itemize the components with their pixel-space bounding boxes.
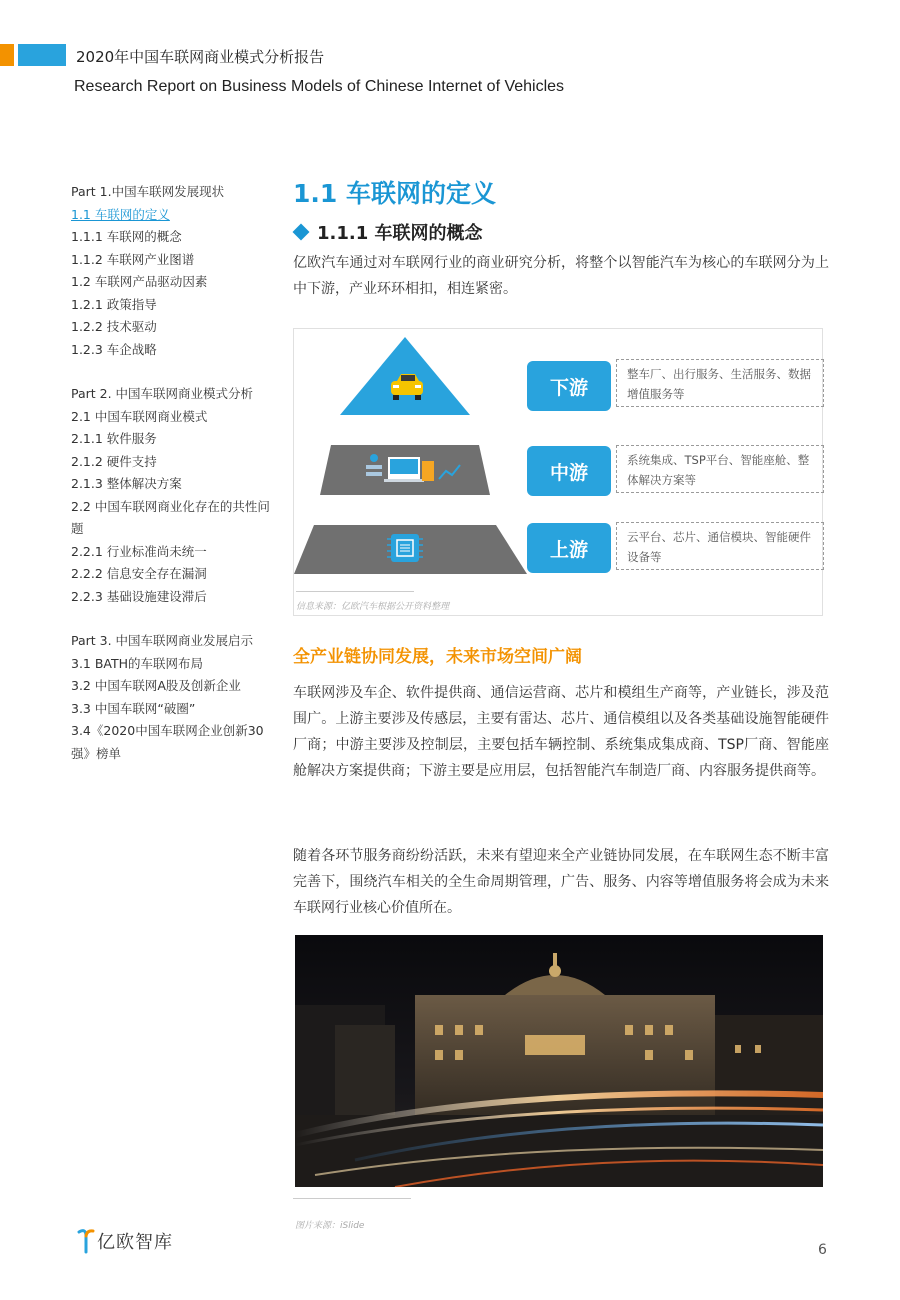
photo-source-divider: [293, 1198, 411, 1199]
logo-text: 亿欧智库: [97, 1232, 173, 1253]
toc-item[interactable]: 1.2.3 车企战略: [71, 341, 157, 357]
diamond-bullet-icon: [293, 224, 310, 241]
report-subtitle: Research Report on Business Models of Chinese Internet of Vehicles: [74, 78, 565, 95]
industry-chain-diagram: [293, 328, 823, 616]
toc-item[interactable]: Part 1.中国车联网发展现状: [71, 184, 225, 199]
page-number: 6: [818, 1242, 827, 1258]
toc-item[interactable]: 2.2.1 行业标准尚未统一: [71, 543, 207, 559]
source-divider: [296, 591, 414, 592]
body-paragraph-2: 车联网涉及车企、软件提供商、通信运营商、芯片和模组生产商等，产业链长，涉及范围广。上游主要涉及传感层，主要有雷达、芯片、通信模组以及各类基础设施智能硬件厂商；中游主要涉及控制层，主要包括车辆控制、系统集成集成商、TSP厂商、智能座舱解决方案提供商；下游主要是应用层，包括智能汽车制造厂商、内容服务提供商等。: [293, 685, 829, 779]
toc-item[interactable]: 2.2.2 信息安全存在漏洞: [71, 566, 207, 581]
city-night-image: [295, 935, 823, 1187]
toc-item[interactable]: Part 2. 中国车联网商业模式分析: [71, 386, 254, 401]
section-title: 1.1 车联网的定义: [293, 179, 496, 208]
subsection-title: 1.1.1 车联网的概念: [317, 223, 483, 244]
toc-item[interactable]: 2.1.2 硬件支持: [71, 453, 157, 469]
toc-item[interactable]: 2.1.1 软件服务: [71, 431, 157, 446]
logo-icon: [77, 1228, 95, 1254]
toc-item[interactable]: 2.2 中国车联网商业化存在的共性问题: [71, 498, 270, 536]
tier-upstream-desc: 云平台、芯片、通信模块、智能硬件设备等: [616, 522, 824, 570]
pyramid-graphic: [294, 329, 534, 579]
toc-item[interactable]: Part 3. 中国车联网商业发展启示: [71, 633, 254, 648]
toc-item[interactable]: 1.2.1 政策指导: [71, 296, 157, 312]
body-paragraph-3: 随着各环节服务商纷纷活跃，未来有望迎来全产业链协同发展，在车联网生态不断丰富完善下，围绕汽车相关的全生命周期管理，广告、服务、内容等增值服务将会成为未来车联网行业核心价值所在。: [293, 848, 829, 916]
chip-icon: [387, 534, 423, 562]
tier-midstream-desc: 系统集成、TSP平台、智能座舱、整体解决方案等: [616, 445, 824, 493]
toc-item-active[interactable]: 1.1 车联网的定义: [71, 206, 170, 222]
tier-midstream: 中游: [527, 446, 611, 496]
toc-item[interactable]: 1.2 车联网产品驱动因素: [71, 274, 208, 289]
highlight-heading: 全产业链协同发展，未来市场空间广阔: [293, 647, 582, 667]
header-orange-bar: [0, 44, 14, 66]
tier-upstream: 上游: [527, 523, 611, 573]
toc-item[interactable]: 1.1.1 车联网的概念: [71, 229, 182, 244]
photo-source: 图片来源：iSlide: [295, 1221, 365, 1231]
toc-spacer: [71, 361, 271, 383]
tier-downstream: 下游: [527, 361, 611, 411]
toc-item[interactable]: 1.2.2 技术驱动: [71, 319, 157, 334]
report-title: 2020年中国车联网商业模式分析报告: [76, 48, 325, 66]
diagram-source: 信息来源：亿欧汽车根据公开资料整理: [296, 602, 450, 612]
toc-item[interactable]: 2.1.3 整体解决方案: [71, 476, 182, 491]
company-logo: [77, 1228, 173, 1254]
table-of-contents: [71, 181, 271, 765]
subsection-heading: [293, 219, 483, 245]
city-night-photo: [295, 935, 823, 1187]
toc-item[interactable]: 1.1.2 车联网产业图谱: [71, 251, 195, 267]
toc-spacer: [71, 608, 271, 630]
header-blue-bar: [18, 44, 66, 66]
toc-item[interactable]: 2.1 中国车联网商业模式: [71, 408, 208, 424]
toc-item[interactable]: 2.2.3 基础设施建设滞后: [71, 588, 207, 604]
toc-item[interactable]: 3.2 中国车联网A股及创新企业: [71, 678, 241, 693]
tier-downstream-desc: 整车厂、出行服务、生活服务、数据增值服务等: [616, 359, 824, 407]
toc-item[interactable]: 3.3 中国车联网“破圈”: [71, 700, 196, 716]
toc-item[interactable]: 3.4《2020中国车联网企业创新30强》榜单: [71, 723, 264, 761]
intro-paragraph: 亿欧汽车通过对车联网行业的商业研究分析，将整个以智能汽车为核心的车联网分为上中下游，产业环环相扣，相连紧密。: [293, 255, 829, 297]
toc-item[interactable]: 3.1 BATH的车联网布局: [71, 655, 204, 671]
